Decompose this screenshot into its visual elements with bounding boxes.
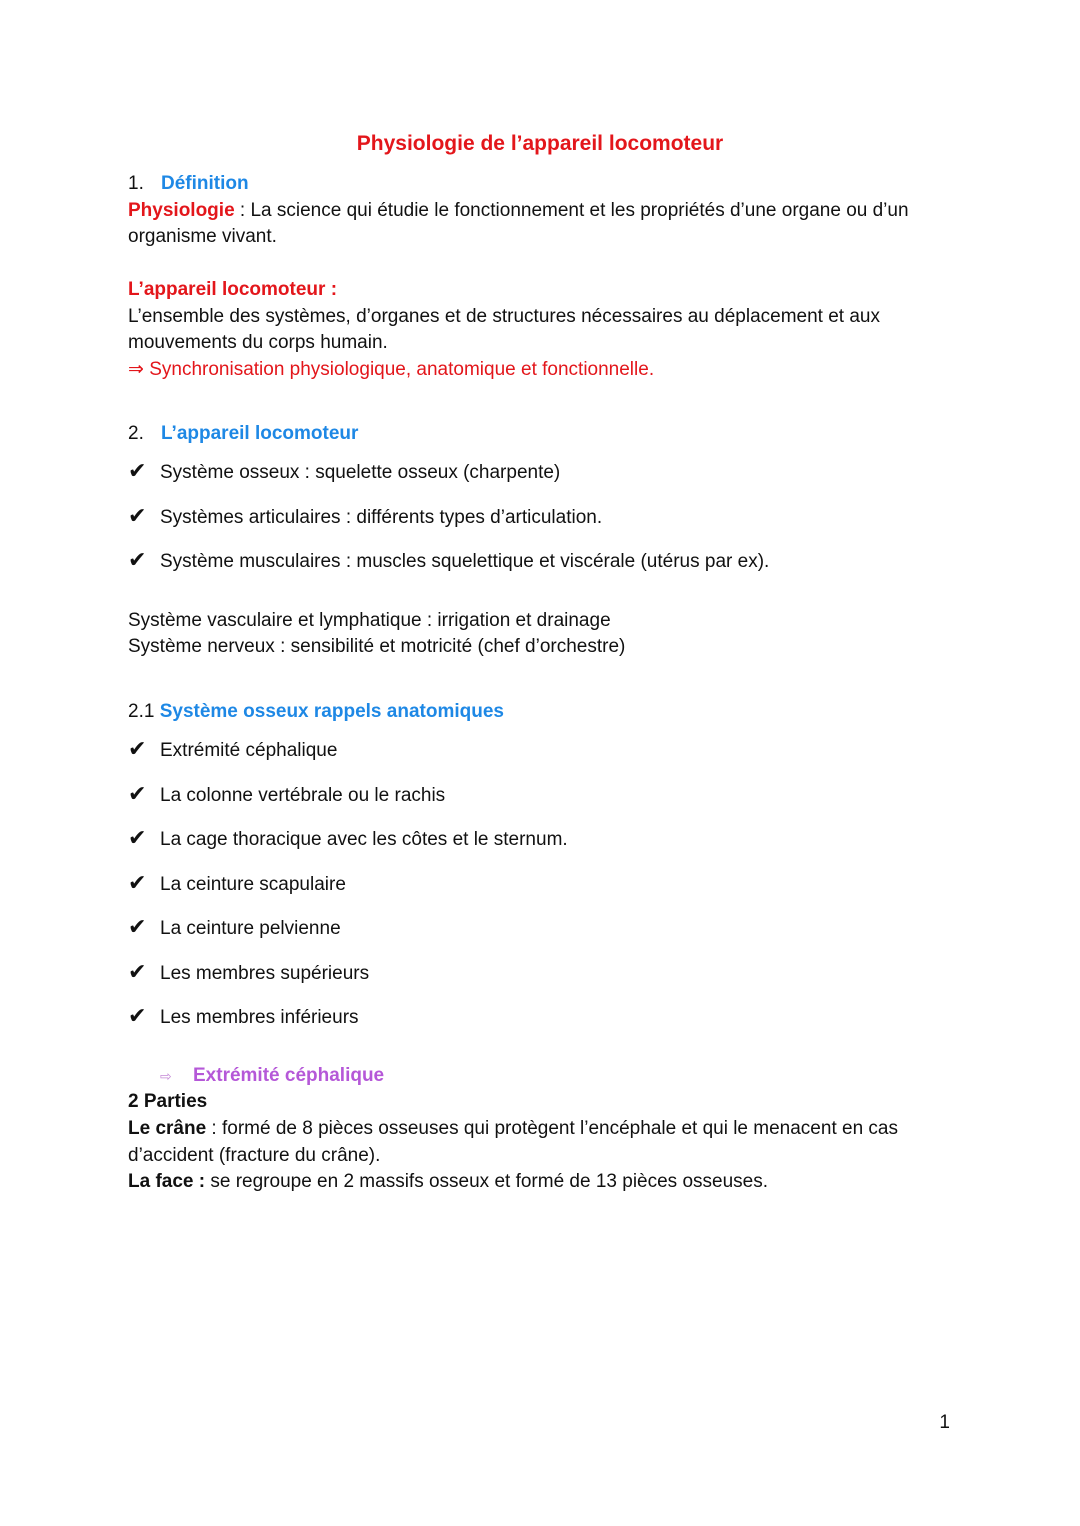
section-2-1-heading — [128, 699, 504, 725]
checkmark-icon: ✔ — [128, 736, 147, 761]
checkmark-icon: ✔ — [128, 914, 147, 939]
definition-text: : formé de 8 pièces osseuses qui protègent l’encéphale et qui le menacent en cas — [206, 1118, 898, 1139]
heading-text: Système osseux rappels anatomiques — [159, 701, 504, 722]
list-item — [128, 781, 445, 809]
definition-text: : La science qui étudie le fonctionnement et les propriétés d’une organe ou d’un — [234, 200, 909, 221]
list-item — [128, 1003, 359, 1031]
parties-label: 2 Parties — [128, 1091, 208, 1112]
appareil-definition: L’ensemble des systèmes, d’organes et de structures nécessaires au déplacement et aux — [128, 306, 880, 327]
section-number: 2.1 — [128, 701, 160, 722]
list-item-text: Système musculaires : muscles squelettique et viscérale (utérus par ex). — [160, 551, 770, 572]
extremite-heading — [160, 1063, 384, 1089]
term-physiologie: Physiologie — [128, 200, 235, 221]
term-face: La face : — [128, 1171, 206, 1192]
list-item-text: Systèmes articulaires : différents types d’articulation. — [160, 507, 603, 528]
physiologie-definition — [128, 198, 909, 224]
checkmark-icon: ✔ — [128, 825, 147, 850]
text-line: Système vasculaire et lymphatique : irrigation et drainage — [128, 610, 611, 631]
list-item — [128, 458, 560, 486]
face-definition — [128, 1169, 768, 1195]
list-item-text: La cage thoracique avec les côtes et le sternum. — [160, 829, 568, 850]
section-1-heading — [128, 171, 249, 197]
list-item — [128, 959, 369, 987]
section-number: 2. — [128, 423, 144, 444]
document-title: Physiologie de l’appareil locomoteur — [356, 132, 724, 155]
checkmark-icon: ✔ — [128, 870, 147, 895]
heading-text: Définition — [161, 173, 249, 194]
crane-definition-cont: d’accident (fracture du crâne). — [128, 1145, 381, 1166]
implies-arrow-icon: ⇒ — [128, 359, 144, 380]
conclusion-line — [128, 357, 654, 383]
physiologie-definition-cont: organisme vivant. — [128, 226, 277, 247]
term-crane: Le crâne — [128, 1118, 207, 1139]
section-2-heading — [128, 421, 358, 447]
conclusion-text: Synchronisation physiologique, anatomique et fonctionnelle. — [143, 359, 655, 380]
heading-text: Extrémité céphalique — [193, 1065, 385, 1086]
section-number: 1. — [128, 173, 144, 194]
heading-text: L’appareil locomoteur — [161, 423, 359, 444]
list-item-text: Les membres inférieurs — [160, 1007, 359, 1028]
checkmark-icon: ✔ — [128, 1003, 147, 1028]
list-item-text: La colonne vertébrale ou le rachis — [160, 785, 446, 806]
text-line: Système nerveux : sensibilité et motricité (chef d’orchestre) — [128, 636, 626, 657]
list-item-text: Système osseux : squelette osseux (charpente) — [160, 462, 561, 483]
list-item-text: Extrémité céphalique — [160, 740, 338, 761]
arrow-right-icon: ⇨ — [160, 1068, 172, 1084]
checkmark-icon: ✔ — [128, 547, 147, 572]
term-appareil-locomoteur: L’appareil locomoteur : — [128, 279, 338, 300]
list-item — [128, 736, 337, 764]
list-item — [128, 547, 769, 575]
checkmark-icon: ✔ — [128, 458, 147, 483]
list-item — [128, 914, 341, 942]
crane-definition — [128, 1116, 898, 1142]
list-item-text: La ceinture pelvienne — [160, 918, 341, 939]
list-item — [128, 825, 568, 853]
appareil-definition-cont: mouvements du corps humain. — [128, 332, 388, 353]
list-item — [128, 503, 602, 531]
page-number: 1 — [939, 1412, 950, 1433]
list-item-text: La ceinture scapulaire — [160, 874, 346, 895]
list-item-text: Les membres supérieurs — [160, 963, 370, 984]
list-item — [128, 870, 346, 898]
checkmark-icon: ✔ — [128, 503, 147, 528]
checkmark-icon: ✔ — [128, 781, 147, 806]
checkmark-icon: ✔ — [128, 959, 147, 984]
definition-text: se regroupe en 2 massifs osseux et formé de 13 pièces osseuses. — [205, 1171, 769, 1192]
